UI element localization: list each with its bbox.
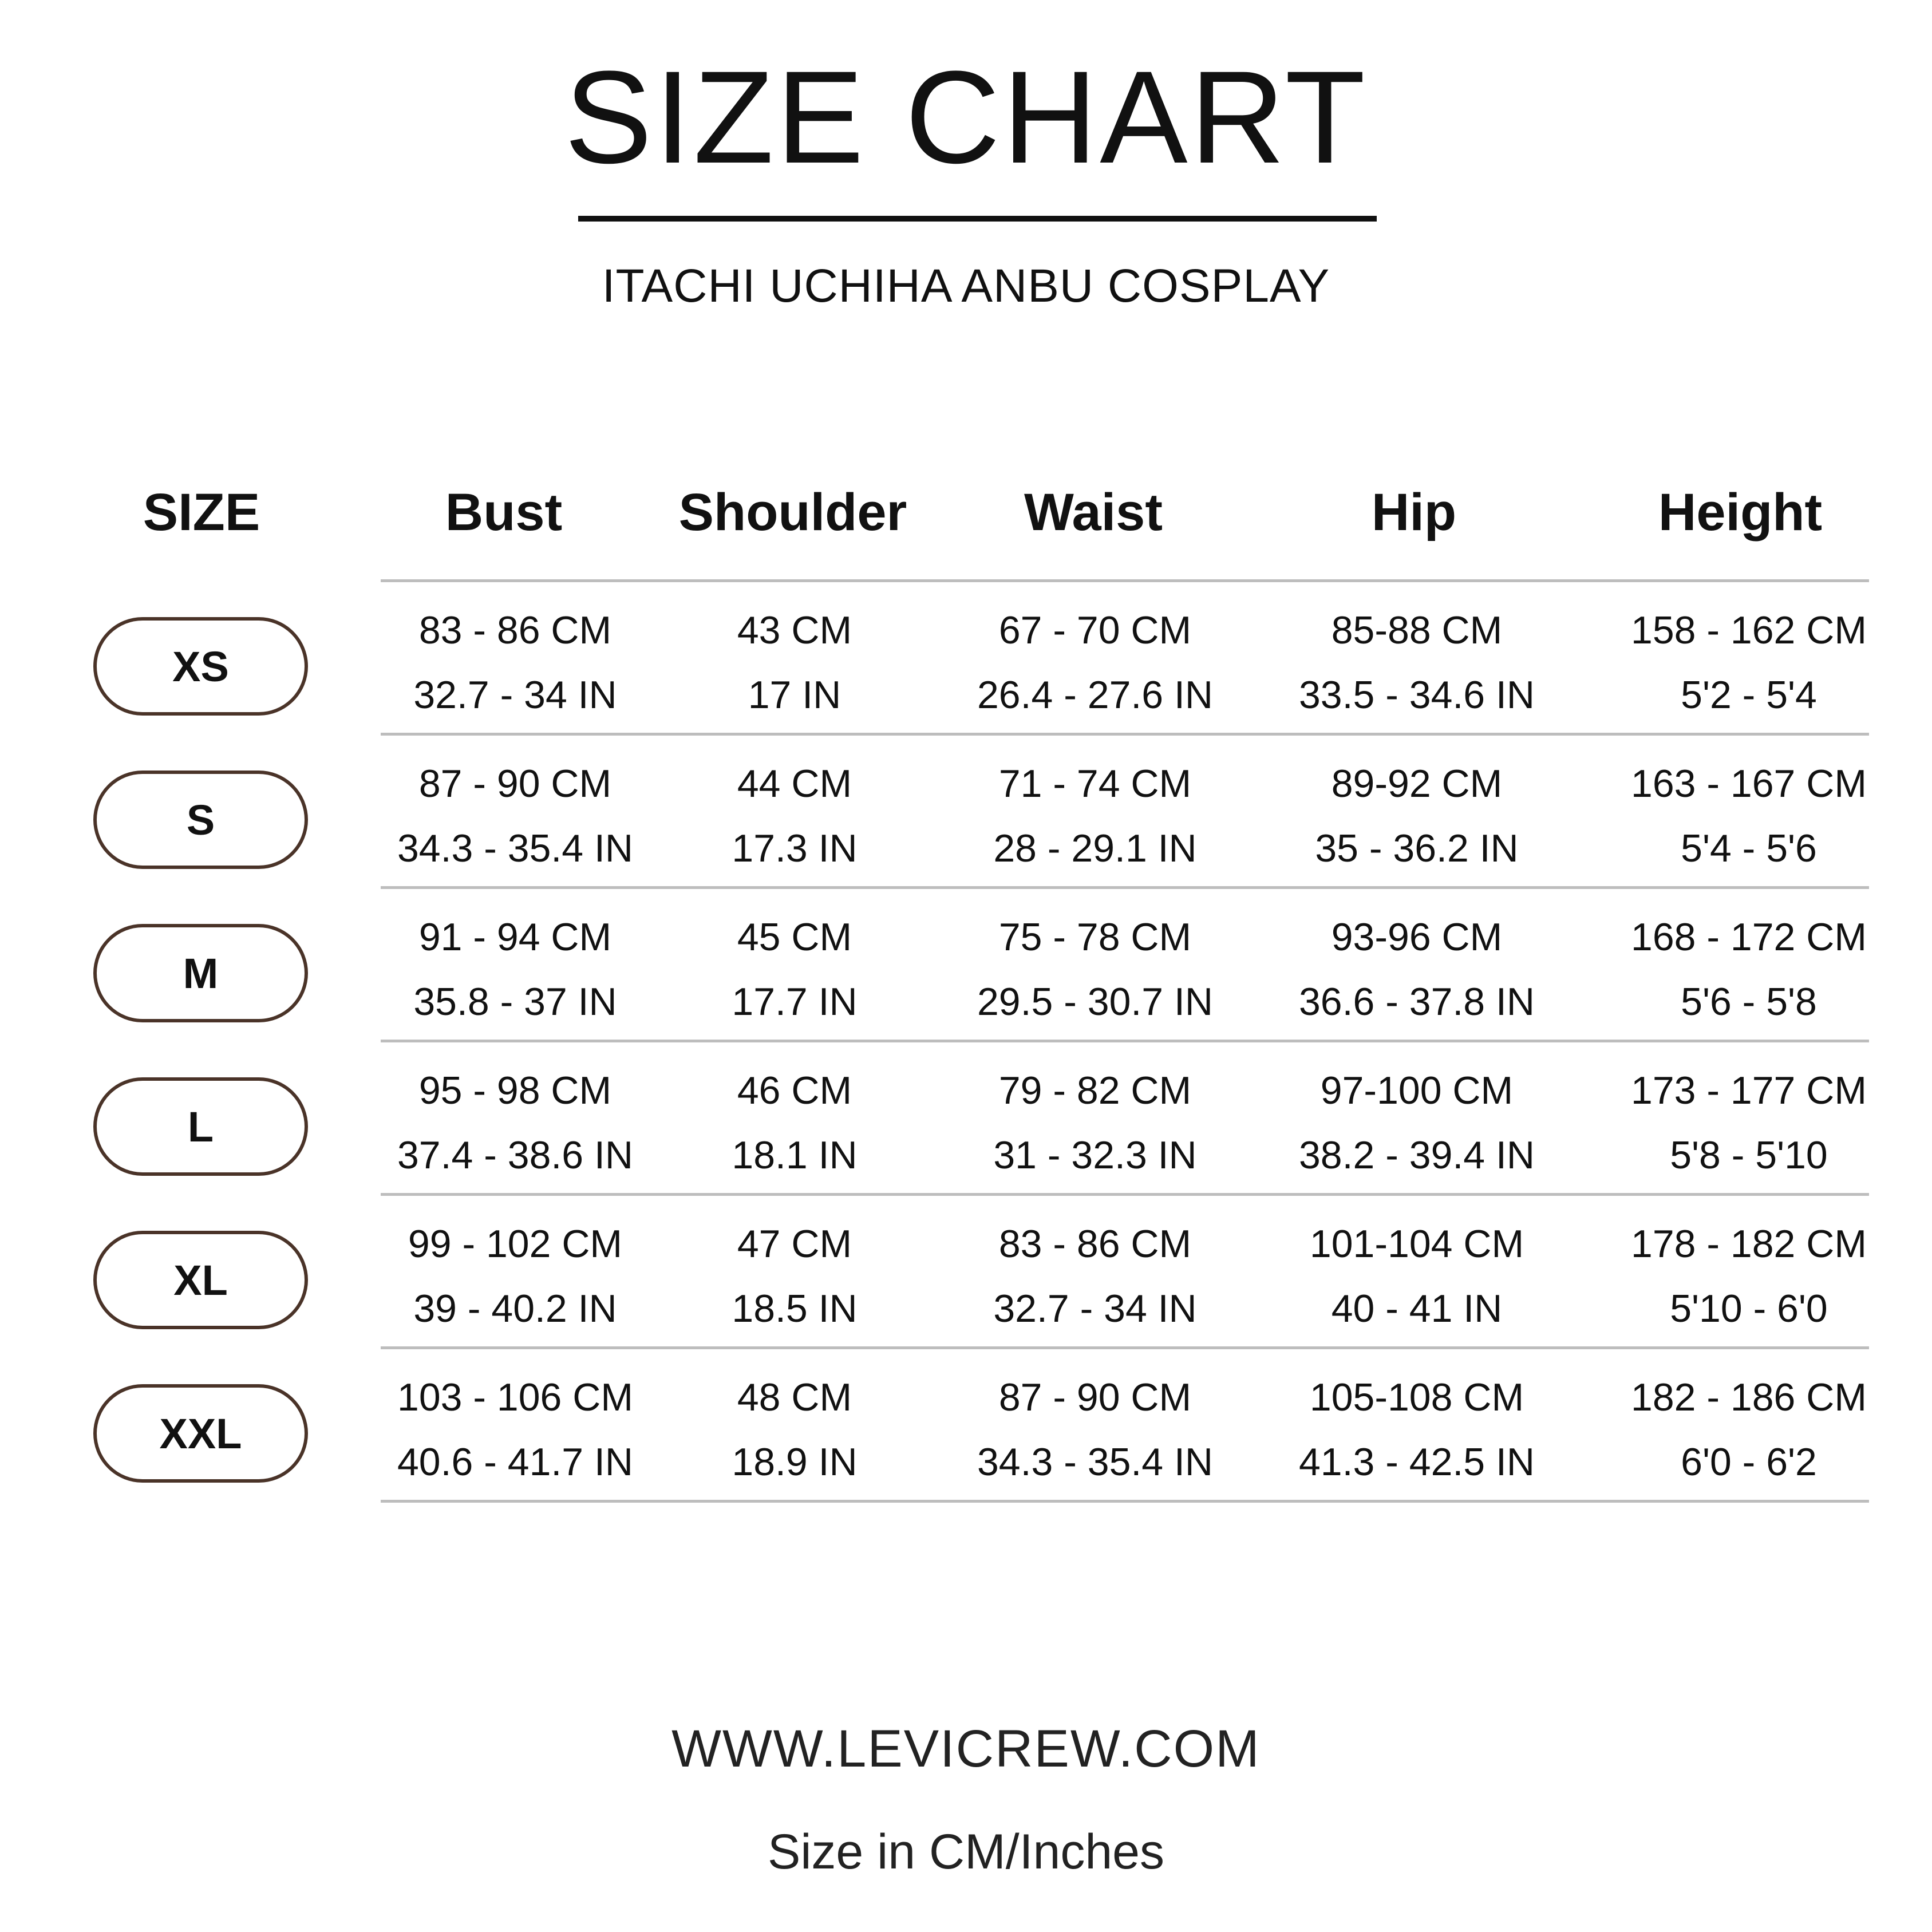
size-pill-xxl: XXL bbox=[93, 1384, 308, 1483]
cell-hip bbox=[1299, 1058, 1535, 1188]
value-cm: 95 - 98 CM bbox=[418, 1069, 612, 1112]
value-in: 34.3 - 35.4 IN bbox=[397, 827, 634, 870]
cell-hip bbox=[1299, 1365, 1535, 1495]
cell-height bbox=[1631, 1365, 1867, 1495]
value-cm: 105-108 CM bbox=[1309, 1376, 1524, 1419]
value-cm: 45 CM bbox=[737, 915, 852, 959]
value-in: 18.1 IN bbox=[732, 1133, 858, 1177]
value-cm: 89-92 CM bbox=[1331, 762, 1503, 805]
cell-hip bbox=[1315, 752, 1518, 881]
value-in: 17 IN bbox=[748, 673, 841, 717]
row-divider bbox=[381, 1193, 1869, 1196]
value-cm: 83 - 86 CM bbox=[418, 609, 612, 652]
value-in: 29.5 - 30.7 IN bbox=[977, 980, 1214, 1024]
cell-height bbox=[1631, 1058, 1867, 1188]
value-in: 36.6 - 37.8 IN bbox=[1298, 980, 1535, 1024]
value-cm: 178 - 182 CM bbox=[1631, 1222, 1867, 1266]
value-in: 31 - 32.3 IN bbox=[993, 1133, 1197, 1177]
cell-shoulder bbox=[737, 598, 852, 728]
cell-height bbox=[1631, 752, 1867, 881]
value-in: 41.3 - 42.5 IN bbox=[1298, 1440, 1535, 1484]
cell-waist bbox=[977, 598, 1213, 728]
cell-height bbox=[1631, 598, 1867, 728]
cell-bust bbox=[413, 598, 617, 728]
cell-waist bbox=[977, 1365, 1213, 1495]
value-in: 18.5 IN bbox=[732, 1287, 858, 1330]
value-in: 28 - 29.1 IN bbox=[993, 827, 1197, 870]
cell-shoulder bbox=[732, 1365, 857, 1495]
row-divider bbox=[381, 1500, 1869, 1503]
cell-bust bbox=[413, 905, 617, 1034]
value-cm: 91 - 94 CM bbox=[418, 915, 612, 959]
cell-height bbox=[1631, 1212, 1867, 1341]
value-cm: 168 - 172 CM bbox=[1631, 915, 1867, 959]
value-in: 5'10 - 6'0 bbox=[1670, 1287, 1828, 1330]
header-size: SIZE bbox=[143, 483, 260, 542]
value-in: 35.8 - 37 IN bbox=[413, 980, 617, 1024]
header-height: Height bbox=[1658, 483, 1823, 542]
value-cm: 87 - 90 CM bbox=[418, 762, 612, 805]
value-cm: 71 - 74 CM bbox=[998, 762, 1192, 805]
cell-waist bbox=[977, 905, 1213, 1034]
value-in: 5'4 - 5'6 bbox=[1681, 827, 1817, 870]
value-cm: 47 CM bbox=[737, 1222, 852, 1266]
cell-hip bbox=[1299, 598, 1535, 728]
cell-bust bbox=[397, 1058, 633, 1188]
value-in: 17.7 IN bbox=[732, 980, 858, 1024]
value-in: 40.6 - 41.7 IN bbox=[397, 1440, 634, 1484]
page-title: SIZE CHART bbox=[564, 44, 1368, 191]
value-in: 26.4 - 27.6 IN bbox=[977, 673, 1214, 717]
cell-waist bbox=[993, 1058, 1196, 1188]
cell-shoulder bbox=[732, 1058, 857, 1188]
value-cm: 103 - 106 CM bbox=[397, 1376, 633, 1419]
value-cm: 99 - 102 CM bbox=[408, 1222, 623, 1266]
value-cm: 43 CM bbox=[737, 609, 852, 652]
value-cm: 83 - 86 CM bbox=[998, 1222, 1192, 1266]
value-in: 37.4 - 38.6 IN bbox=[397, 1133, 634, 1177]
value-in: 5'2 - 5'4 bbox=[1681, 673, 1817, 717]
row-divider bbox=[381, 733, 1869, 736]
cell-waist bbox=[993, 752, 1196, 881]
cell-shoulder bbox=[732, 1212, 857, 1341]
value-in: 40 - 41 IN bbox=[1331, 1287, 1503, 1330]
value-cm: 87 - 90 CM bbox=[998, 1376, 1192, 1419]
units-note: Size in CM/Inches bbox=[767, 1824, 1165, 1879]
cell-hip bbox=[1299, 905, 1535, 1034]
value-in: 5'8 - 5'10 bbox=[1670, 1133, 1828, 1177]
row-divider bbox=[381, 886, 1869, 889]
value-in: 34.3 - 35.4 IN bbox=[977, 1440, 1214, 1484]
value-in: 32.7 - 34 IN bbox=[413, 673, 617, 717]
size-pill-xl: XL bbox=[93, 1231, 308, 1329]
size-pill-s: S bbox=[93, 771, 308, 869]
value-in: 38.2 - 39.4 IN bbox=[1298, 1133, 1535, 1177]
value-cm: 48 CM bbox=[737, 1376, 852, 1419]
value-cm: 75 - 78 CM bbox=[998, 915, 1192, 959]
cell-height bbox=[1631, 905, 1867, 1034]
value-in: 32.7 - 34 IN bbox=[993, 1287, 1197, 1330]
cell-bust bbox=[397, 1365, 633, 1495]
value-cm: 182 - 186 CM bbox=[1631, 1376, 1867, 1419]
row-divider bbox=[381, 1346, 1869, 1349]
row-divider bbox=[381, 579, 1869, 582]
page-subtitle: ITACHI UCHIHA ANBU COSPLAY bbox=[602, 260, 1330, 312]
size-pill-l: L bbox=[93, 1077, 308, 1176]
value-cm: 163 - 167 CM bbox=[1631, 762, 1867, 805]
size-pill-m: M bbox=[93, 924, 308, 1022]
value-cm: 93-96 CM bbox=[1331, 915, 1503, 959]
value-in: 35 - 36.2 IN bbox=[1315, 827, 1519, 870]
website-url: WWW.LEVICREW.COM bbox=[671, 1720, 1261, 1778]
row-divider bbox=[381, 1040, 1869, 1042]
value-cm: 67 - 70 CM bbox=[998, 609, 1192, 652]
value-in: 17.3 IN bbox=[732, 827, 858, 870]
cell-shoulder bbox=[732, 905, 857, 1034]
size-pill-xs: XS bbox=[93, 617, 308, 716]
title-divider bbox=[578, 216, 1377, 222]
value-in: 18.9 IN bbox=[732, 1440, 858, 1484]
header-shoulder: Shoulder bbox=[678, 483, 907, 542]
value-cm: 101-104 CM bbox=[1309, 1222, 1524, 1266]
value-cm: 44 CM bbox=[737, 762, 852, 805]
cell-hip bbox=[1310, 1212, 1524, 1341]
value-cm: 97-100 CM bbox=[1320, 1069, 1514, 1112]
header-bust: Bust bbox=[445, 483, 563, 542]
value-in: 5'6 - 5'8 bbox=[1681, 980, 1817, 1024]
cell-waist bbox=[993, 1212, 1196, 1341]
value-cm: 85-88 CM bbox=[1331, 609, 1503, 652]
cell-shoulder bbox=[732, 752, 857, 881]
value-cm: 46 CM bbox=[737, 1069, 852, 1112]
value-cm: 173 - 177 CM bbox=[1631, 1069, 1867, 1112]
value-in: 39 - 40.2 IN bbox=[413, 1287, 617, 1330]
value-in: 6'0 - 6'2 bbox=[1681, 1440, 1817, 1484]
cell-bust bbox=[408, 1212, 622, 1341]
header-hip: Hip bbox=[1371, 483, 1457, 542]
value-cm: 158 - 162 CM bbox=[1631, 609, 1867, 652]
value-cm: 79 - 82 CM bbox=[998, 1069, 1192, 1112]
header-waist: Waist bbox=[1024, 483, 1163, 542]
value-in: 33.5 - 34.6 IN bbox=[1298, 673, 1535, 717]
cell-bust bbox=[397, 752, 633, 881]
